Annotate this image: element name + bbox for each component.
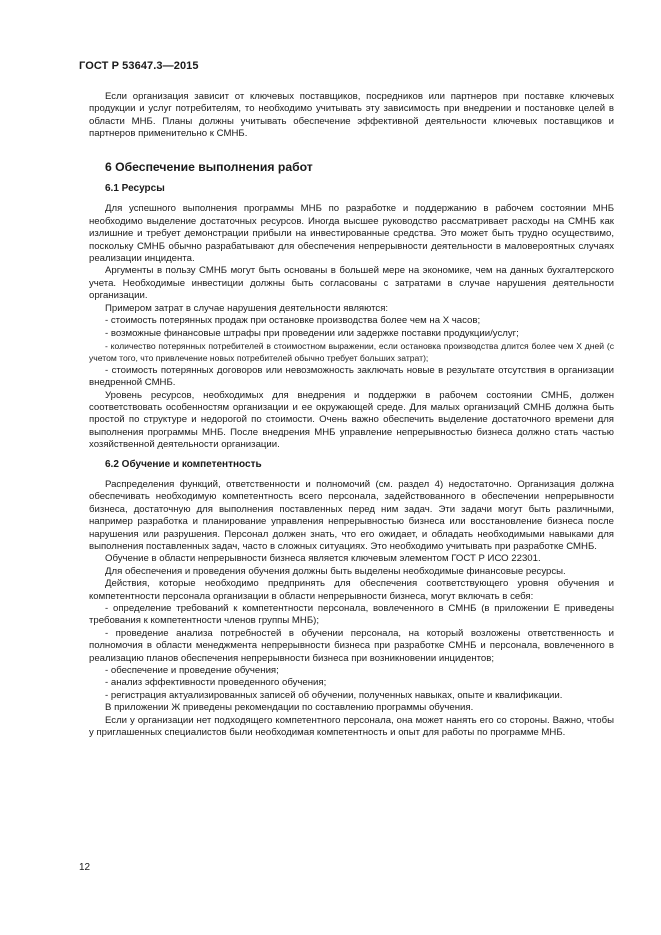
paragraph: Обучение в области непрерывности бизнеса является ключевым элементом ГОСТ Р ИСО 22301. bbox=[105, 553, 541, 565]
page-number: 12 bbox=[79, 862, 91, 873]
paragraph: Примером затрат в случае нарушения деятельности являются: bbox=[105, 302, 389, 314]
list-item: - анализ эффективности проведенного обучения; bbox=[105, 677, 327, 689]
section-6-2-title: 6.2 Обучение и компетентность bbox=[105, 458, 262, 470]
page-content bbox=[89, 91, 614, 740]
list-item: - стоимость потерянных продаж при остановке производства более чем на X часов; bbox=[105, 315, 481, 327]
document-code: ГОСТ Р 53647.3—2015 bbox=[79, 60, 199, 72]
paragraph: Распределения функций, ответственности и полномочий (см. раздел 4) недостаточно. Организация должна обеспечивать необходимую компетентность всего персонала, задействованного в обеспечении непрерывности бизнеса, достаточную для выполнения поставленных перед ним задач. Эти задачи могут быть различными, например разработка и планирование управления непрерывностью бизнеса или восстановление бизнеса после нарушения или разрушения. Персонал должен знать, что его ожидает, и обладать необходимыми навыками для выполнения поставленных задач, часто в сложных ситуациях. Это необходимо учитывать при разработке СМНБ. bbox=[89, 478, 614, 552]
list-item: - количество потерянных потребителей в стоимостном выражении, если остановка производства длится более чем X дней (с учетом того, что привлечение новых потребителей обычно требует больших затрат); bbox=[89, 340, 614, 364]
list-item: - обеспечение и проведение обучения; bbox=[105, 665, 279, 677]
paragraph: Аргументы в пользу СМНБ могут быть основаны в большей мере на экономике, чем на данных бухгалтерского учета. Необходимые инвестиции должны быть согласованы с затратами в случае нарушения деятельности организации. bbox=[89, 265, 614, 302]
list-item: - стоимость потерянных договоров или невозможность заключать новые в результате отсутствия в организации внедренной СМНБ. bbox=[89, 364, 614, 389]
list-item: - определение требований к компетентности персонала, вовлеченного в СМНБ (в приложении Е приведены требования к компетентности членов группы МНБ); bbox=[89, 603, 614, 627]
list-item: - проведение анализа потребностей в обучении персонала, на который возложены ответственность и полномочия в области менеджмента непрерывности бизнеса при разработке СМНБ и персонала, вовлеченного в реализацию планов обеспечения непрерывности бизнеса при возникновении инцидентов; bbox=[89, 627, 614, 664]
paragraph: Для успешного выполнения программы МНБ по разработке и поддержанию в рабочем состоянии МНБ необходимо выделение достаточных ресурсов. Иногда высшее руководство рассматривает расходы на СМНБ как излишние и требует демонстрации прибыли на инвестированные средства. Это может быть трудно осуществимо, поскольку СМНБ обычно разрабатывают для обеспечения непрерывности деятельности в маловероятных случаях реализации инцидента. bbox=[89, 203, 614, 265]
paragraph: Для обеспечения и проведения обучения должны быть выделены необходимые финансовые ресурсы. bbox=[105, 565, 566, 577]
paragraph: Действия, которые необходимо предпринять для обеспечения соответствующего уровня обучения и компетентности персонала организации в области непрерывности бизнеса, могут включать в себя: bbox=[89, 578, 614, 602]
paragraph: Уровень ресурсов, необходимых для внедрения и поддержки в рабочем состоянии СМНБ, должен соответствовать особенностям организации и ее окружающей среде. Для малых организаций СМНБ должна быть простой по структуре и недорогой по стоимости. Очень важно обеспечить выделение достаточного времени для выполнения программы МНБ. После внедрения МНБ управление непрерывностью бизнеса должно стать частью хозяйственной деятельности организации. bbox=[89, 389, 614, 451]
list-item: - возможные финансовые штрафы при проведении или задержке поставки продукции/услуг; bbox=[105, 327, 519, 339]
section-6-title: 6 Обеспечение выполнения работ bbox=[105, 159, 313, 174]
intro-paragraph: Если организация зависит от ключевых поставщиков, посредников или партнеров при поставке ключевых продукции и услуг потребителям, то необходимо учитывать эту зависимость при внедрении и постановке целей в области МНБ. Планы должны учитывать обеспечение эффективной деятельности ключевых поставщиков и партнеров применительно к СМНБ. bbox=[89, 91, 614, 140]
list-item: - регистрация актуализированных записей об обучении, полученных навыках, опыте и квалификации. bbox=[105, 689, 563, 701]
section-6-1-title: 6.1 Ресурсы bbox=[105, 183, 165, 195]
paragraph: Если у организации нет подходящего компетентного персонала, она может нанять его со стороны. Важно, чтобы у приглашенных специалистов были необходимая компетентность и опыт для работы по программе МНБ. bbox=[89, 714, 614, 739]
paragraph: В приложении Ж приведены рекомендации по составлению программы обучения. bbox=[105, 702, 474, 714]
